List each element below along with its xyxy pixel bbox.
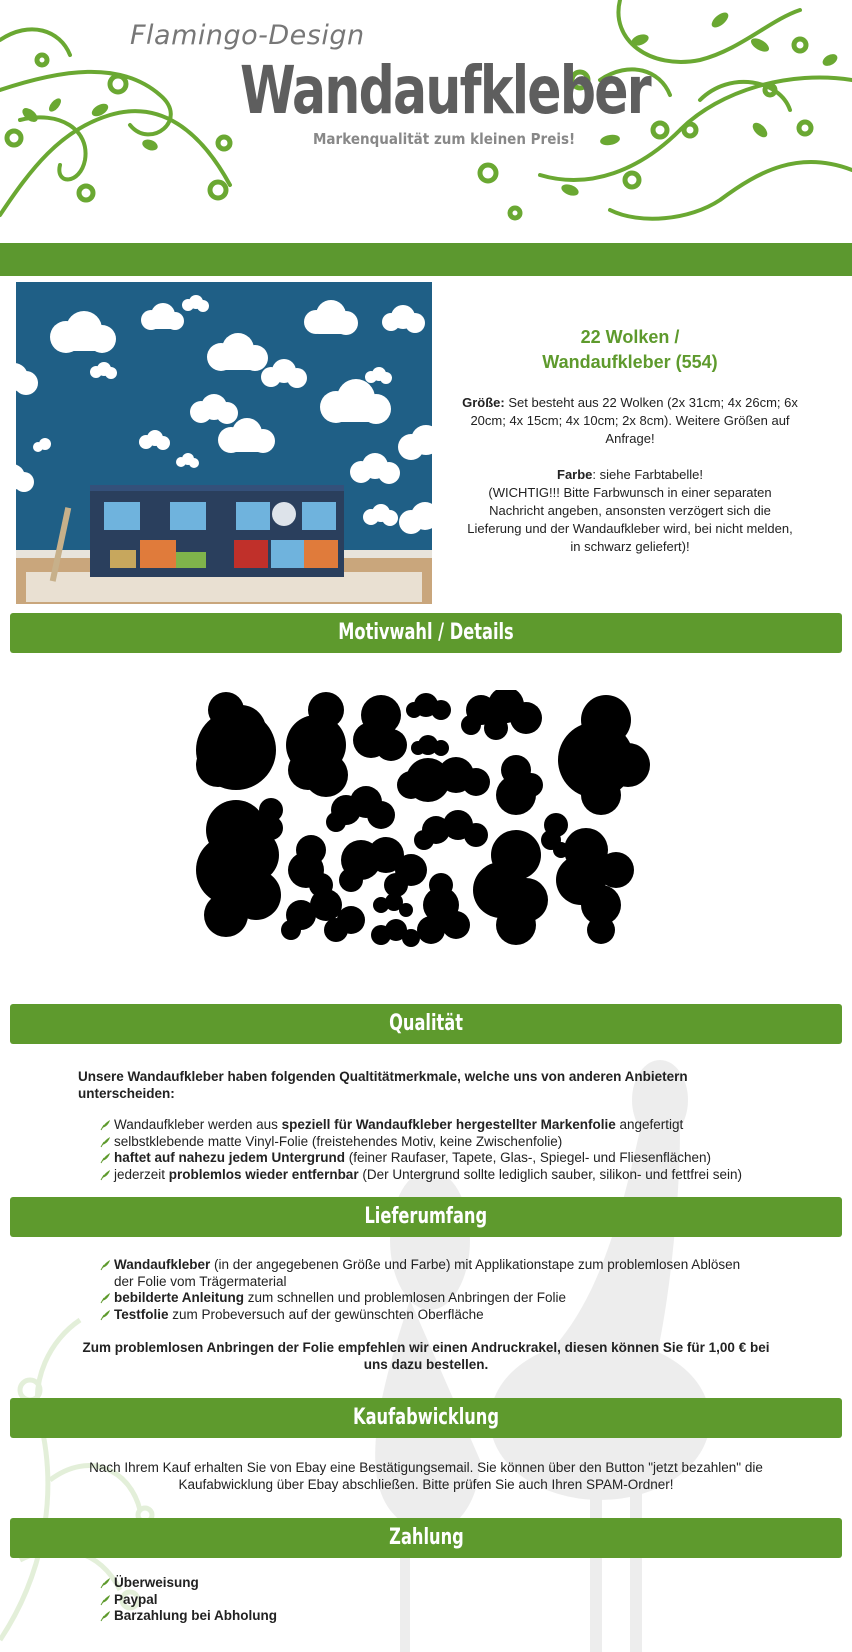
item-post: (Der Untergrund sollte lediglich sauber, silikon- und fettfrei sein) xyxy=(358,1166,743,1182)
cloud-shape xyxy=(286,692,348,797)
quality-intro: Unsere Wandaufkleber haben folgenden Qualtitätmerkmale, welche uns von anderen Anbietern unterscheiden: xyxy=(78,1069,688,1101)
list-item xyxy=(100,1290,760,1307)
brand-script: Flamingo-Design xyxy=(130,20,365,51)
section-bar-payment xyxy=(10,1518,842,1558)
cloud-shape xyxy=(411,735,449,756)
payment-method: Barzahlung bei Abholung xyxy=(114,1608,277,1623)
brand-title: Wandaufkleber xyxy=(240,52,650,129)
list-item xyxy=(100,1575,500,1592)
item-post: (feiner Raufaser, Tapete, Glas-, Spiegel- und Fliesenflächen) xyxy=(345,1150,711,1165)
section-title-payment: Zahlung xyxy=(388,1525,464,1550)
section-title-delivery: Lieferumfang xyxy=(364,1204,488,1229)
brand-slogan: Markenqualität zum kleinen Preis! xyxy=(313,130,576,148)
delivery-list xyxy=(100,1257,760,1323)
item-bold: Wandaufkleber xyxy=(114,1257,211,1272)
leaf-bullet-icon xyxy=(100,1259,111,1271)
section-title-purchase: Kaufabwicklung xyxy=(353,1405,499,1430)
cloud-shape xyxy=(281,889,365,942)
size-text: Set besteht aus 22 Wolken (2x 31cm; 4x 26cm; 6x 20cm; 4x 15cm; 4x 10cm; 2x 8cm). Weitere Größen auf Anfrage! xyxy=(470,395,798,446)
cloud-shape xyxy=(496,755,543,815)
list-item xyxy=(100,1150,820,1167)
leaf-bullet-icon xyxy=(100,1169,111,1181)
leaf-bullet-icon xyxy=(100,1577,111,1589)
list-item xyxy=(100,1307,760,1324)
cloud-shape xyxy=(556,828,634,944)
cloud-shape xyxy=(339,837,427,897)
item-post: zum schnellen und problemlosen Anbringen der Folie xyxy=(244,1290,566,1305)
delivery-note: Zum problemlosen Anbringen der Folie empfehlen wir einen Andruckrakel, diesen können Sie für 1,00 € bei uns dazu bestellen. xyxy=(82,1340,770,1372)
section-bar-purchase xyxy=(10,1398,842,1438)
cloud-shape xyxy=(417,873,470,944)
cloud-shape xyxy=(196,692,276,790)
section-title-motif: Motivwahl / Details xyxy=(338,620,514,645)
item-post: angefertigt xyxy=(615,1117,684,1132)
list-item xyxy=(100,1257,760,1290)
header xyxy=(0,0,852,240)
section-bar-delivery xyxy=(10,1197,842,1237)
list-item xyxy=(100,1117,820,1134)
product-title-line2: Wandaufkleber (554) xyxy=(542,352,718,372)
cloud-shape xyxy=(473,830,548,945)
color-note: (WICHTIG!!! Bitte Farbwunsch in einer separaten Nachricht angeben, ansonsten verzögert sich die Lieferung und der Wandaufkleber wird, bei nicht melden, in schwarz geliefert)! xyxy=(467,485,793,554)
leaf-bullet-icon xyxy=(100,1309,111,1321)
item-pre: Wandaufkleber werden aus xyxy=(114,1117,282,1132)
item-bold: Testfolie xyxy=(114,1306,169,1322)
item-pre: selbstklebende matte Vinyl-Folie (freistehendes Motiv, keine Zwischenfolie) xyxy=(114,1133,563,1149)
cloud-shape xyxy=(373,893,413,917)
leaf-bullet-icon xyxy=(100,1152,111,1164)
top-green-bar xyxy=(0,243,852,276)
item-bold: speziell für Wandaufkleber hergestellter Markenfolie xyxy=(281,1117,616,1132)
list-item xyxy=(100,1608,500,1625)
item-post: zum Probeversuch auf der gewünschten Oberfläche xyxy=(168,1306,484,1322)
quality-list xyxy=(100,1117,820,1183)
list-item xyxy=(100,1167,820,1184)
cloud-shape xyxy=(397,757,490,802)
cloud-shape xyxy=(406,693,451,720)
payment-method: Überweisung xyxy=(114,1575,199,1590)
payment-list xyxy=(100,1575,500,1625)
cloud-shape xyxy=(414,810,488,850)
product-photo xyxy=(16,282,432,604)
leaf-bullet-icon xyxy=(100,1119,111,1131)
product-title-line1: 22 Wolken / xyxy=(580,327,680,347)
color-text: : siehe Farbtabelle! xyxy=(592,467,703,482)
section-bar-quality xyxy=(10,1004,842,1044)
item-post: (in der angegebenen Größe und Farbe) mit Applikationstape zum problemlosen Ablösen der Folie vom Trägermaterial xyxy=(114,1257,741,1289)
product-title xyxy=(460,325,800,375)
cloud-shape xyxy=(461,690,542,740)
item-bold: haftet auf nahezu jedem Untergrund xyxy=(114,1150,346,1165)
payment-method: Paypal xyxy=(114,1591,158,1607)
color-label: Farbe xyxy=(557,467,593,482)
product-description xyxy=(462,394,798,556)
leaf-bullet-icon xyxy=(100,1136,111,1148)
size-label: Größe: xyxy=(462,395,505,410)
list-item xyxy=(100,1134,820,1151)
list-item xyxy=(100,1592,500,1609)
cloud-shape xyxy=(558,695,650,815)
leaf-bullet-icon xyxy=(100,1610,111,1622)
purchase-text: Nach Ihrem Kauf erhalten Sie von Ebay eine Bestätigungsemail. Sie können über den Button "jetzt bezahlen" die Kaufabwicklung über Ebay abschließen. Bitte prüfen Sie auch Ihren SPAM-Ordner! xyxy=(89,1460,763,1492)
cloud-shape xyxy=(371,919,420,947)
cloud-shape xyxy=(353,695,407,761)
item-pre: jederzeit xyxy=(114,1166,169,1182)
leaf-bullet-icon xyxy=(100,1594,111,1606)
cloud-motif-preview xyxy=(196,690,656,962)
item-bold: problemlos wieder entfernbar xyxy=(168,1166,359,1182)
section-bar-motif xyxy=(10,613,842,653)
cloud-shape xyxy=(288,835,333,897)
section-title-quality: Qualität xyxy=(389,1011,463,1036)
item-bold: bebilderte Anleitung xyxy=(114,1290,245,1305)
leaf-bullet-icon xyxy=(100,1292,111,1304)
